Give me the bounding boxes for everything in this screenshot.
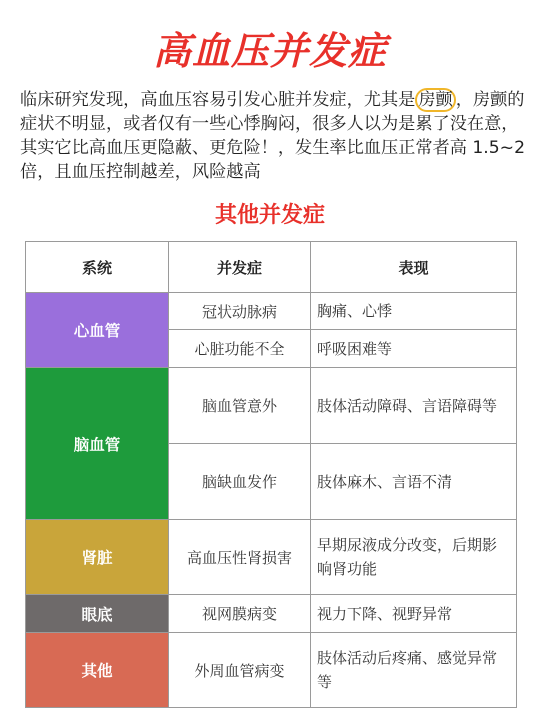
complication-cell: 冠状动脉病 bbox=[169, 293, 311, 330]
page-title: 高血压并发症 bbox=[152, 29, 387, 73]
intro-text-before: 临床研究发现，高血压容易引发心脏并发症，尤其是 bbox=[20, 90, 416, 110]
manifestation-cell: 视力下降、视野异常 bbox=[311, 595, 517, 633]
complication-cell: 脑缺血发作 bbox=[169, 444, 311, 520]
complication-cell: 心脏功能不全 bbox=[169, 330, 311, 368]
system-cell: 脑血管 bbox=[26, 368, 169, 520]
table-row bbox=[26, 368, 517, 444]
section-title: 其他并发症 bbox=[214, 203, 325, 228]
system-cell: 肾脏 bbox=[26, 520, 169, 595]
complication-cell: 脑血管意外 bbox=[169, 368, 311, 444]
highlighted-term: 房颤 bbox=[415, 88, 455, 112]
system-cell: 心血管 bbox=[26, 293, 169, 368]
manifestation-cell: 胸痛、心悸 bbox=[311, 293, 517, 330]
table-row bbox=[26, 293, 517, 330]
manifestation-cell: 肢体活动障碍、言语障碍等 bbox=[311, 368, 517, 444]
table-row bbox=[26, 633, 517, 708]
system-cell: 眼底 bbox=[26, 595, 169, 633]
system-cell: 其他 bbox=[26, 633, 169, 708]
manifestation-cell: 肢体麻木、言语不清 bbox=[311, 444, 517, 520]
intro-text-after: ，房颤的症状不明显，或者仅有一些心悸胸闷，很多人以为是累了没在意，其实它比高血压更隐蔽、更危险！，发生率比血压正常者高 1.5~2倍，且血压控制越差，风险越高 bbox=[20, 90, 526, 182]
table-header-row bbox=[26, 242, 517, 293]
header-manifestation: 表现 bbox=[311, 242, 517, 293]
complication-cell: 高血压性肾损害 bbox=[169, 520, 311, 595]
table-row bbox=[26, 520, 517, 595]
intro-paragraph bbox=[20, 88, 525, 184]
complication-cell: 外周血管病变 bbox=[169, 633, 311, 708]
complications-table bbox=[25, 241, 517, 708]
manifestation-cell: 肢体活动后疼痛、感觉异常等 bbox=[311, 633, 517, 708]
table-row bbox=[26, 595, 517, 633]
manifestation-cell: 呼吸困难等 bbox=[311, 330, 517, 368]
header-complication: 并发症 bbox=[169, 242, 311, 293]
manifestation-cell: 早期尿液成分改变，后期影响肾功能 bbox=[311, 520, 517, 595]
complication-cell: 视网膜病变 bbox=[169, 595, 311, 633]
header-system: 系统 bbox=[26, 242, 169, 293]
